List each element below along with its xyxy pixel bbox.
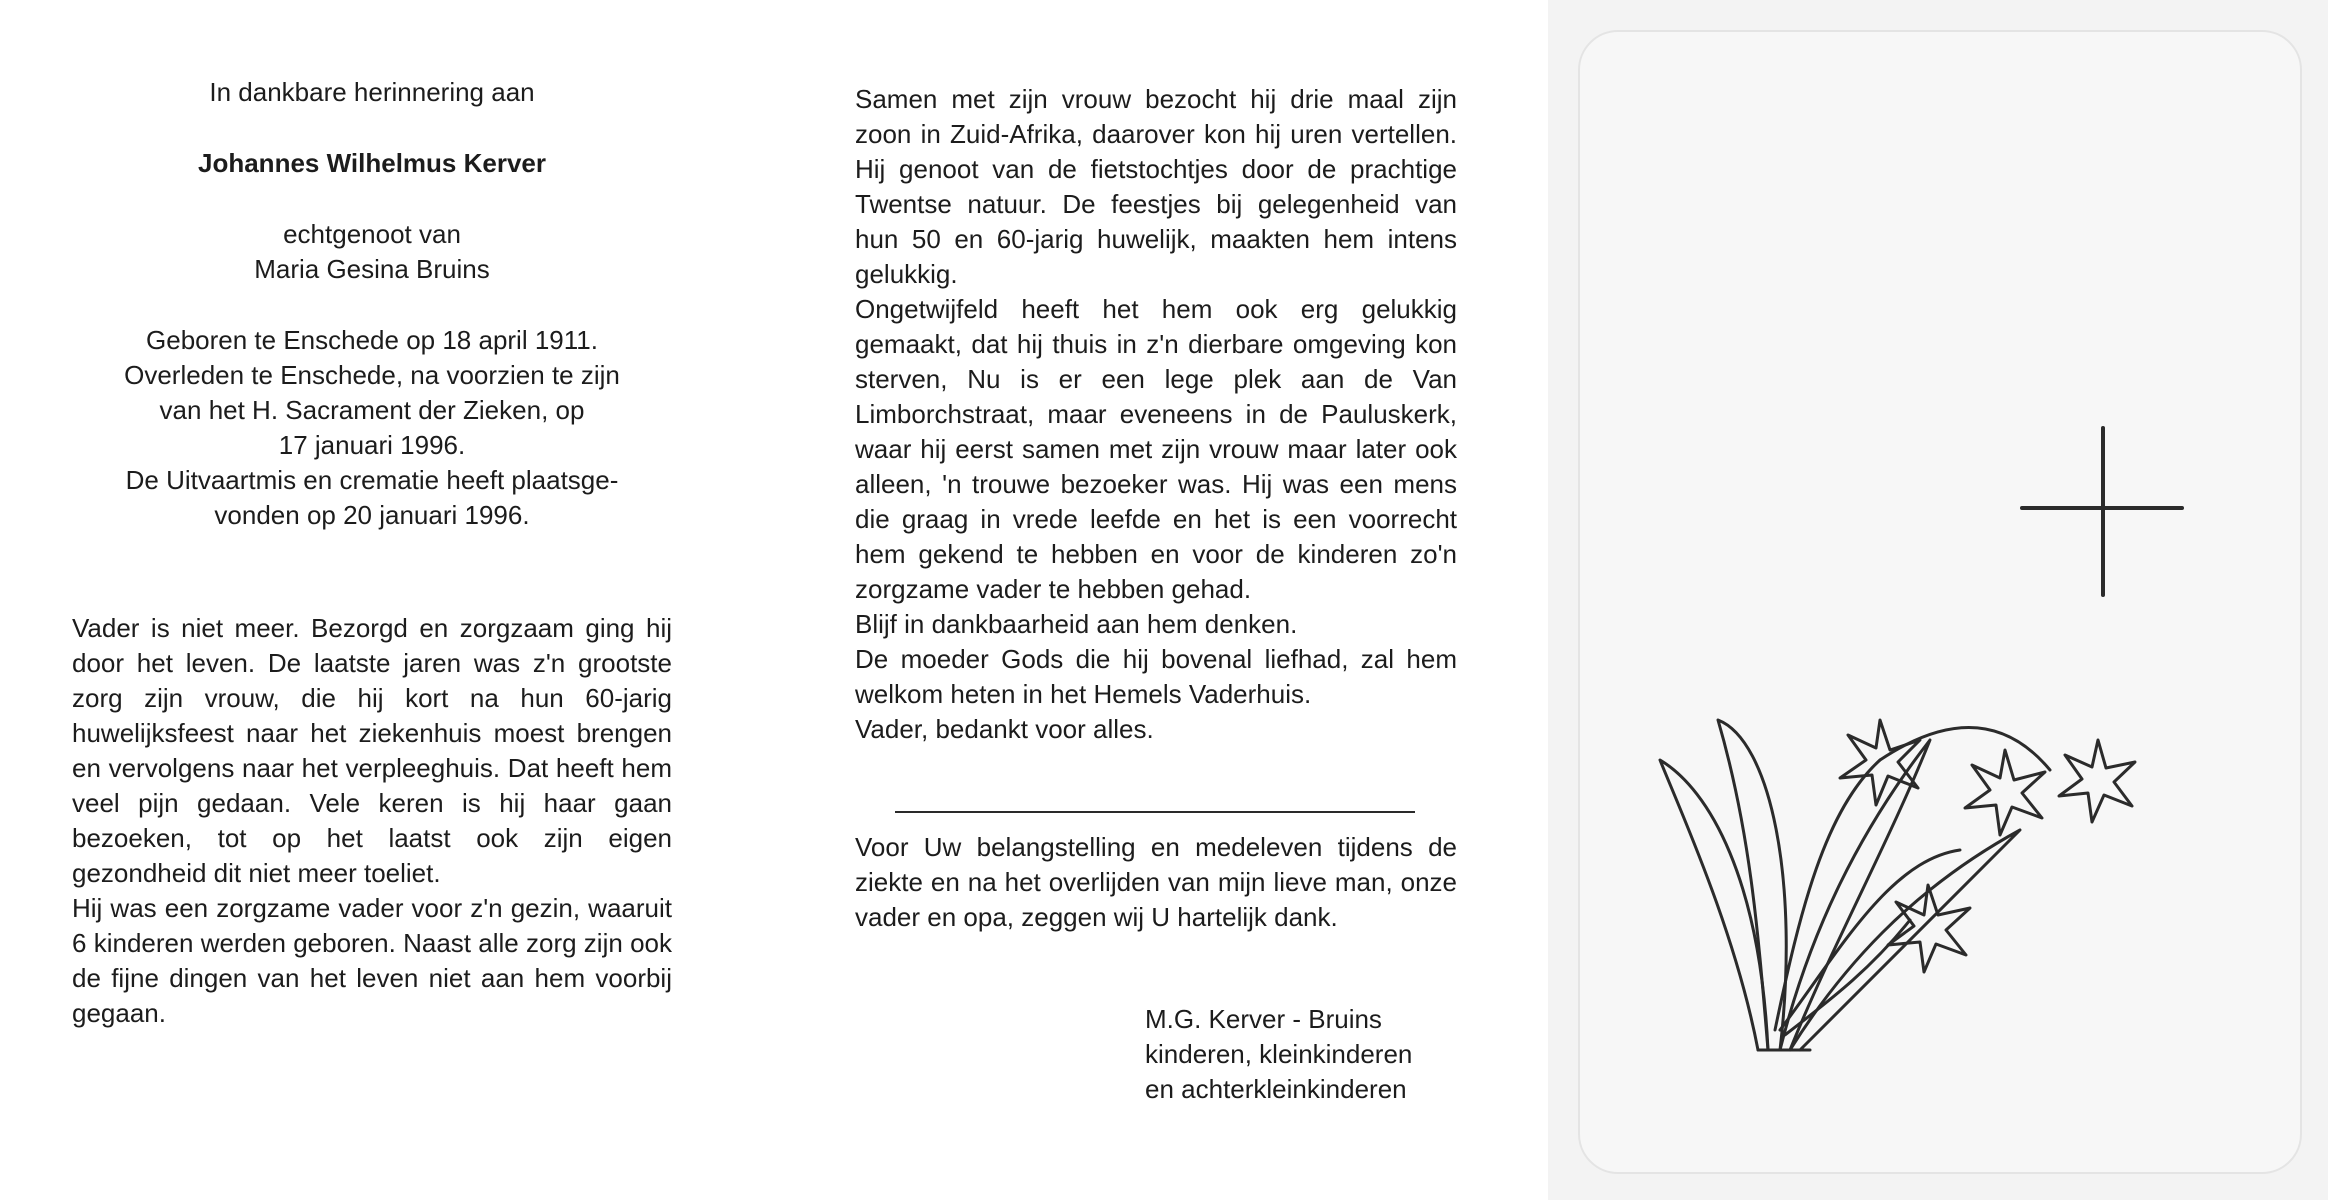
cross-and-lilies-icon — [1640, 410, 2200, 1070]
thanks-paragraph: Voor Uw belangstelling en medeleven tijdens de ziekte en na het overlijden van mijn lieve man, onze vader en opa, zeggen wij U hartelijk dank. — [855, 832, 1457, 932]
deceased-name: Johannes Wilhelmus Kerver — [198, 148, 546, 178]
divider-line — [895, 811, 1415, 813]
funeral-line-1: De Uitvaartmis en crematie heeft plaatsge- — [125, 465, 619, 495]
middle-paragraph: De moeder Gods die hij bovenal liefhad, zal hem welkom heten in het Hemels Vaderhuis. — [855, 644, 1457, 709]
middle-paragraph: Samen met zijn vrouw bezocht hij drie maal zijn zoon in Zuid-Afrika, daarover kon hij uren vertellen. Hij genoot van de fietstochtjes door de prachtige Twentse natuur. De feestjes bij gelegenheid van hun 50 en 60-jarig huwelijk, maakten hem intens gelukkig. — [855, 84, 1457, 289]
signature-line-2: kinderen, kleinkinderen — [1145, 1039, 1413, 1069]
left-paragraph: Hij was een zorgzame vader voor z'n gezin, waaruit 6 kinderen werden geboren. Naast alle zorg zijn ook de fijne dingen van het leven niet aan hem voorbij gegaan. — [72, 893, 672, 1028]
left-paragraph: Vader is niet meer. Bezorgd en zorgzaam ging hij door het leven. De laatste jaren was z'n grootste zorg zijn vrouw, die hij kort na hun 60-jarig huwelijksfeest naar het ziekenhuis moest brengen en vervolgens naar het verpleeghuis. Dat heeft hem veel pijn gedaan. Vele keren is hij haar gaan bezoeken, tot op het laatst ook zijn eigen gezondheid dit niet meer toeliet. — [72, 613, 672, 888]
signature-line-3: en achterkleinkinderen — [1145, 1074, 1407, 1104]
middle-paragraph: Blijf in dankbaarheid aan hem denken. — [855, 609, 1298, 639]
spouse-label: echtgenoot van — [283, 219, 461, 249]
signature-line-1: M.G. Kerver - Bruins — [1145, 1004, 1382, 1034]
left-body-text — [72, 611, 672, 1031]
death-line-3: 17 januari 1996. — [278, 430, 466, 460]
middle-body-text — [855, 82, 1457, 747]
intro-line: In dankbare herinnering aan — [209, 77, 535, 107]
spouse-name: Maria Gesina Bruins — [254, 254, 490, 284]
birth-line: Geboren te Enschede op 18 april 1911. — [146, 325, 598, 355]
death-line-2: van het H. Sacrament der Zieken, op — [159, 395, 585, 425]
thanks-text — [855, 830, 1457, 935]
death-line-1: Overleden te Enschede, na voorzien te zijn — [124, 360, 620, 390]
funeral-line-2: vonden op 20 januari 1996. — [214, 500, 530, 530]
middle-paragraph: Vader, bedankt voor alles. — [855, 714, 1154, 744]
card-heading — [60, 75, 684, 533]
middle-paragraph: Ongetwijfeld heeft het hem ook erg gelukkig gemaakt, dat hij thuis in z'n dierbare omgeving kon sterven, Nu is er een lege plek aan de Van Limborchstraat, maar eveneens in de Pauluskerk, waar hij eerst samen met zijn vrouw maar later ook alleen, 'n trouwe bezoeker was. Hij was een mens die graag in vrede leefde en het is een voorrecht hem gekend te hebben en voor de kinderen zo'n zorgzame vader te hebben gehad. — [855, 294, 1457, 604]
signature-block — [1145, 1002, 1545, 1107]
